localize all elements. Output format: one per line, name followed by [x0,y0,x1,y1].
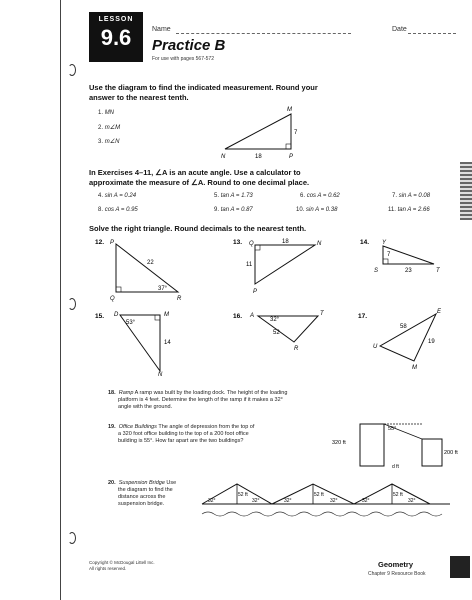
exercise-13-num: 13. [233,239,243,246]
book-subtitle: Chapter 9 Resource Book [368,571,426,577]
side2-label: 19 [428,339,435,345]
lesson-number: 9.6 [100,25,132,50]
label-r: R [294,346,299,352]
exercise-7: 7. sin A = 0.08 [392,193,431,199]
angle-label-4: 32° [330,498,338,504]
label-r: R [177,296,182,302]
tall-building-height: 320 ft [332,440,346,446]
suspension-bridge-diagram [200,476,460,528]
height-label-3: 52 ft [393,492,403,498]
label-t: T [320,311,324,317]
label-s: S [374,268,379,274]
problem-19: 19. Office Buildings The angle of depression from the top of a 320 foot office building to the top of a 200 foot office building is 55°. How far apart are the two buildings? [108,424,255,444]
exercise-8: 8. cos A = 0.95 [98,207,138,213]
label-q: Q [249,241,254,247]
label-e: E [437,309,442,315]
exercise-5: 5. tan A = 1.73 [214,193,253,199]
exercise-4: 4. sin A = 0.24 [98,193,137,199]
label-m: M [164,312,169,318]
exercise-17-num: 17. [358,313,368,320]
date-line [408,33,456,34]
angle-label: 32° [270,317,280,323]
lesson-label: LESSON [98,16,134,23]
exercise-16-figure [233,311,325,352]
exercise-16-num: 16. [233,313,243,320]
label-a: A [250,313,255,319]
height-label-2: 52 ft [314,492,324,498]
left-side-label: 11 [246,262,253,268]
page-subtitle: For use with pages 567-572 [152,56,214,62]
exercise-12-num: 12. [95,239,105,246]
exercise-15-figure [95,312,171,376]
problem-18: 18. Ramp A ramp was built by the loading dock. The height of the loading platform is 4 feet. Determine the length of the ramp if it makes a 32° angle with the ground. [108,390,288,410]
problem-19-num: 19. [108,424,116,430]
exercise-6: 6. cos A = 0.62 [300,193,340,199]
label-m: M [287,107,292,113]
exercise-9: 9. tan A = 0.87 [214,207,253,213]
exercise-2: 2. m∠M [98,125,121,131]
depression-angle: 55° [388,426,397,432]
exercise-14-figure [360,239,441,274]
angle-label: 53° [126,320,136,326]
section1-instruction-line1: Use the diagram to find the indicated measurement. Round your [89,83,318,92]
side-mp-label: 7 [294,130,298,136]
label-q: Q [110,296,115,302]
problem-18-num: 18. [108,390,116,396]
section1-instruction-line2: answer to the nearest tenth. [89,93,189,102]
side-tab-graphic [460,162,472,220]
label-m: M [412,365,417,371]
problem-20-num: 20. [108,480,116,486]
exercise-17-figure [358,309,442,371]
label-n: N [317,241,322,247]
label-p: P [289,154,294,160]
side-label: 7 [387,252,391,258]
date-label: Date [392,26,407,33]
label-d: D [114,312,119,318]
name-line [176,33,351,34]
exercise-12-figure [95,239,182,302]
angle-label-2: 32° [252,498,260,504]
problem-18-title: Ramp [118,390,134,396]
exercise-3: 3. m∠N [98,139,120,145]
lesson-badge [89,12,143,62]
exercise-15-num: 15. [95,313,105,320]
margin-line [60,0,61,600]
base-label: 23 [405,268,412,274]
section3-instruction: Solve the right triangle. Round decimals to the nearest tenth. [89,224,307,233]
exercise-10: 10. sin A = 0.38 [296,207,338,213]
publisher-logo [450,556,470,578]
book-title: Geometry [378,560,414,569]
angle-label-6: 32° [408,498,416,504]
exercise-13-figure [233,239,322,295]
label-u: U [373,344,378,350]
exercise-14-num: 14. [360,239,370,246]
problem-19-title: Office Buildings [118,424,157,430]
side-np-label: 18 [255,154,262,160]
hypotenuse-label: 22 [147,260,154,266]
exercise-11: 11. tan A = 2.66 [388,207,430,213]
top-side-label: 18 [282,239,289,245]
name-label: Name [152,26,171,33]
angle-label-1: 32° [208,498,216,504]
section2-instruction-line2: approximate the measure of ∠A. Round to one decimal place. [89,178,310,187]
punch-hole-middle [68,298,76,310]
triangle-mnp-diagram [215,104,305,164]
problem-20: 20. Suspension Bridge Use the diagram to find the distance across the suspension bridge. [108,480,177,507]
office-buildings-diagram [330,420,460,470]
section2-instruction-line1: In Exercises 4–11, ∠A is an acute angle. Use a calculator to [89,168,301,177]
label-p: P [110,240,115,246]
copyright: Copyright © McDougal Littell Inc. All rights reserved. [89,560,155,571]
side-label: 14 [164,340,171,346]
height-label-1: 52 ft [238,492,248,498]
punch-hole-top [68,64,76,76]
angle-label-3: 32° [284,498,292,504]
punch-hole-bottom [68,532,76,544]
distance-label: d ft [392,464,399,470]
label-n: N [221,154,226,160]
page-title: Practice B [152,37,226,54]
side-label: 52 [273,330,280,336]
label-y: Y [382,240,387,246]
label-p: P [253,289,258,295]
exercise-1: 1. MN [98,110,115,116]
label-n: N [158,372,163,376]
side1-label: 58 [400,324,407,330]
problem-20-title: Suspension Bridge [118,480,165,486]
label-t: T [436,268,440,274]
short-building-height: 200 ft [444,450,458,456]
angle-label-5: 32° [362,498,370,504]
angle-label: 37° [158,286,168,292]
right-triangle-diagrams [90,236,470,376]
